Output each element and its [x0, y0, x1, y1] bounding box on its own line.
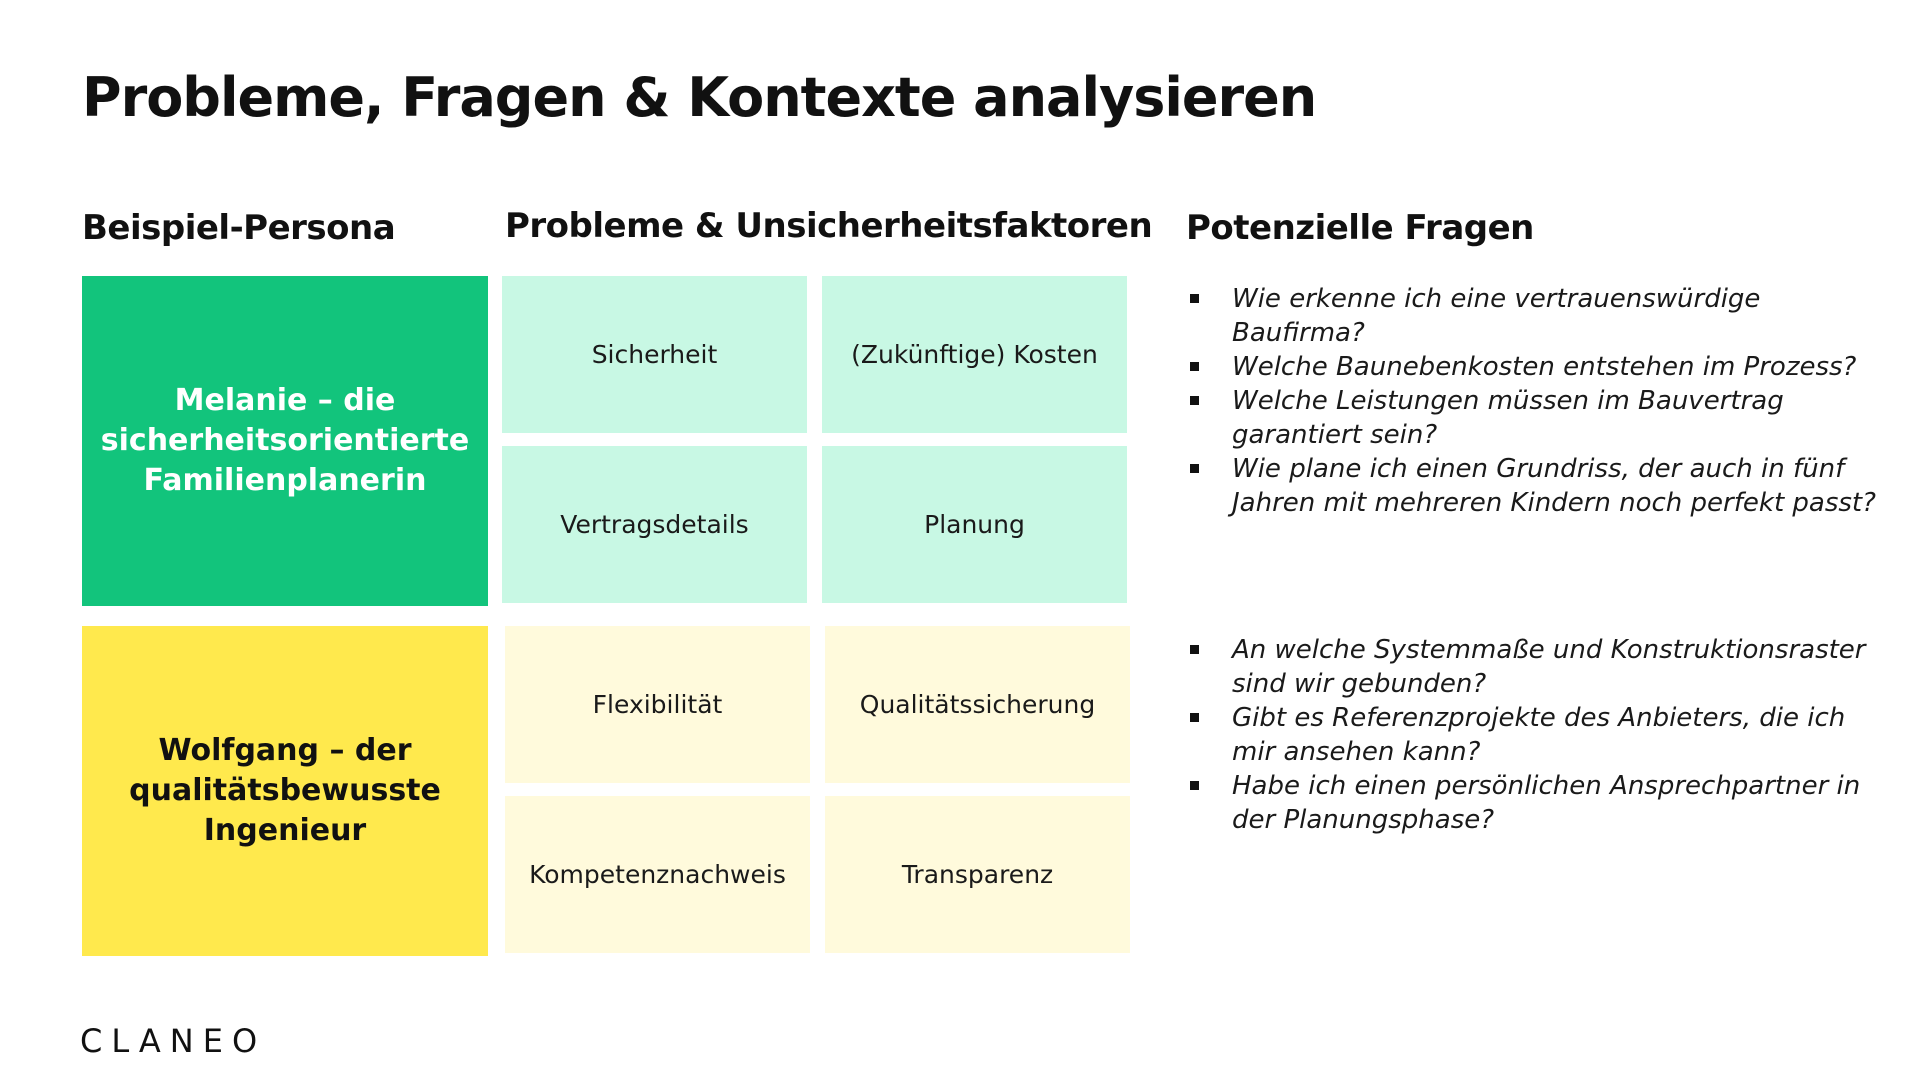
question-text: Wie erkenne ich eine vertrauenswürdige Baufirma? [1232, 284, 1761, 348]
problem-cell [822, 276, 1127, 433]
column-heading-questions: Potenzielle Fragen [1186, 208, 1534, 248]
persona-card-melanie [82, 276, 488, 606]
square-bullet-icon [1190, 362, 1199, 371]
question-text: Wie plane ich einen Grundriss, der auch in fünf Jahren mit mehreren Kindern noch perfekt passt? [1232, 454, 1876, 518]
square-bullet-icon [1190, 713, 1199, 722]
question-item [1186, 633, 1876, 701]
persona-name: Melanie – die sicherheitsorientierte Familienplanerin [100, 383, 470, 498]
problem-cell [822, 446, 1127, 603]
problem-label: Vertragsdetails [560, 510, 749, 539]
column-heading-persona: Beispiel-Persona [82, 208, 396, 248]
question-text: Gibt es Referenzprojekte des Anbieters, die ich mir ansehen kann? [1232, 703, 1846, 767]
square-bullet-icon [1190, 396, 1199, 405]
question-text: Habe ich einen persönlichen Ansprechpartner in der Planungsphase? [1232, 771, 1861, 835]
problem-cell [502, 276, 807, 433]
problem-label: Qualitätssicherung [859, 690, 1096, 719]
question-item [1186, 452, 1876, 520]
square-bullet-icon [1190, 645, 1199, 654]
square-bullet-icon [1190, 294, 1199, 303]
problem-cell [825, 796, 1130, 953]
question-item [1186, 701, 1876, 769]
problem-cell [505, 796, 810, 953]
question-item [1186, 282, 1876, 350]
persona-card-wolfgang [82, 626, 488, 956]
problem-label: Flexibilität [592, 690, 723, 719]
column-heading-problems: Probleme & Unsicherheitsfaktoren [505, 206, 1153, 246]
question-list-melanie [1186, 282, 1876, 520]
claneo-logo: CLANEO [80, 1022, 267, 1060]
problem-label: Transparenz [901, 860, 1054, 889]
question-text: An welche Systemmaße und Konstruktionsraster sind wir gebunden? [1232, 635, 1866, 699]
question-text: Welche Leistungen müssen im Bauvertrag garantiert sein? [1232, 386, 1784, 450]
page-title: Probleme, Fragen & Kontexte analysieren [82, 66, 1317, 129]
problem-label: Planung [924, 510, 1025, 539]
question-item [1186, 350, 1876, 384]
question-text: Welche Baunebenkosten entstehen im Prozess? [1232, 352, 1857, 382]
problem-cell [825, 626, 1130, 783]
problem-label: Kompetenznachweis [529, 860, 786, 889]
problem-cell [505, 626, 810, 783]
square-bullet-icon [1190, 464, 1199, 473]
question-list-wolfgang [1186, 633, 1876, 837]
persona-name: Wolfgang – der qualitätsbewusste Ingenieur [129, 733, 441, 848]
question-item [1186, 384, 1876, 452]
problem-label: Sicherheit [591, 340, 718, 369]
problem-label: (Zukünftige) Kosten [851, 340, 1098, 369]
problem-cell [502, 446, 807, 603]
question-item [1186, 769, 1876, 837]
square-bullet-icon [1190, 781, 1199, 790]
